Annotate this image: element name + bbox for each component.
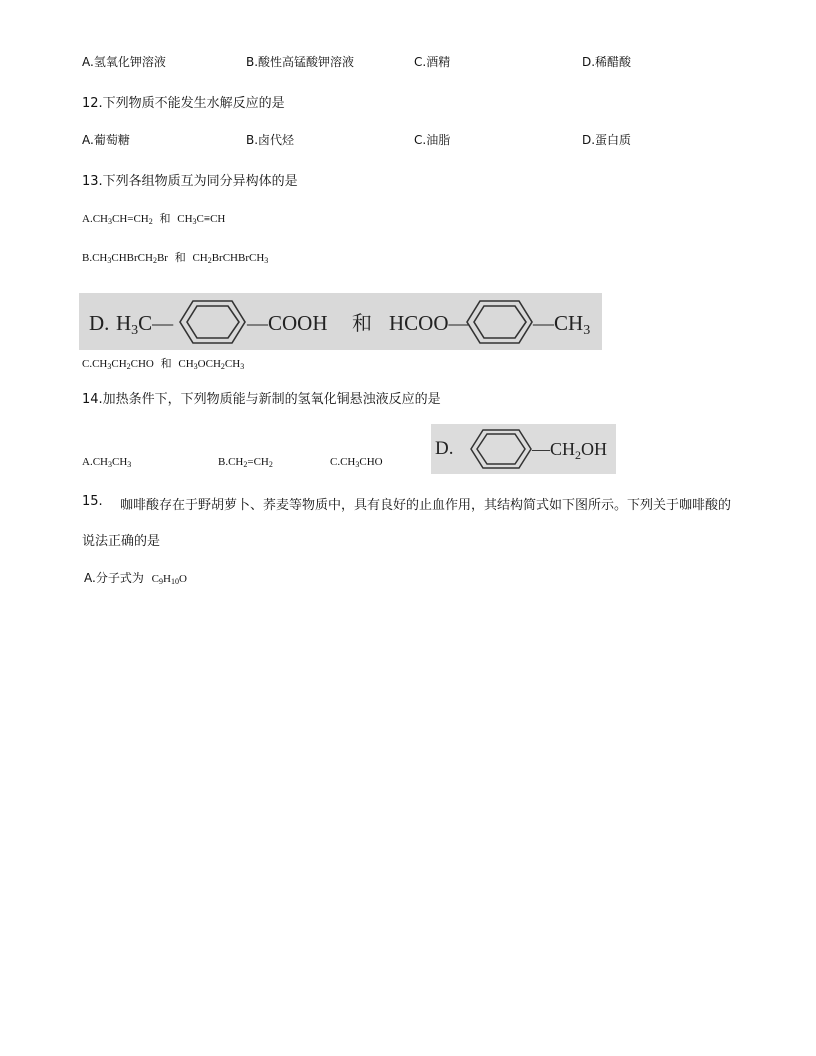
q13-d-right-suffix: —CH3 (533, 311, 591, 338)
q13-option-c (82, 355, 244, 371)
q13-stem: 13.下列各组物质互为同分异构体的是 (82, 174, 298, 189)
q15-number: 15. (82, 494, 103, 509)
q13-d-left-prefix: H3C— (116, 311, 174, 338)
benzene-ring-icon (180, 301, 245, 343)
q11-option-b: B.酸性高锰酸钾溶液 (246, 55, 355, 69)
q13-b-right: $CH_2BrCHBrCH_3$ (192, 252, 269, 265)
q13-d-label: D. (89, 311, 110, 335)
q11-option-c: C.酒精 (414, 55, 451, 69)
q13-option-b (82, 249, 268, 265)
q15-option-a-text: A.分子式为 (84, 571, 144, 585)
benzene-ring-icon (467, 301, 532, 343)
q11-option-a: A.氢氧化钾溶液 (82, 55, 166, 69)
q13-option-a (82, 210, 225, 226)
q13-d-joiner: 和 (352, 311, 372, 335)
q13-c-right: $CH_3OCH_2CH_3$ (178, 358, 245, 371)
q14-option-d-image (431, 424, 616, 474)
q13-option-d-image (79, 293, 602, 350)
q12-option-b: B.卤代烃 (246, 133, 295, 147)
q12-stem: 12.下列物质不能发生水解反应的是 (82, 96, 285, 111)
q13-c-label: C. (82, 358, 93, 370)
q12-option-a: A.葡萄糖 (82, 133, 130, 147)
q13-a-left: $CH_3CH=CH_2$ (92, 213, 153, 226)
q12-option-c: C.油脂 (414, 133, 451, 147)
q12-option-d: D.蛋白质 (582, 133, 632, 147)
q13-b-joiner: 和 (174, 251, 186, 264)
q14-option-a: $A.CH_3CH_3$ (82, 456, 132, 469)
benzene-ring-icon (471, 430, 531, 468)
q14-d-label: D. (435, 438, 454, 459)
q13-d-right-prefix: HCOO— (389, 311, 470, 335)
q15-option-a-formula: $C_9H_{10}O$ (151, 573, 187, 586)
q13-d-left-suffix: —COOH (247, 311, 328, 335)
q14-option-c: $C.CH_3CHO$ (330, 456, 383, 469)
q15-option-a (84, 569, 187, 586)
q13-c-joiner: 和 (160, 357, 172, 370)
q13-a-joiner: 和 (159, 212, 171, 225)
q14-d-suffix: $—CH_2OH$ (532, 439, 608, 462)
q13-b-left: $CH_3CHBrCH_2Br$ (92, 252, 168, 265)
q13-a-label: A. (82, 213, 93, 225)
q15-stem-line1: 咖啡酸存在于野胡萝卜、荞麦等物质中，具有良好的止血作用，其结构简式如下图所示。下列关于咖啡酸的 (120, 498, 732, 513)
q14-option-b: $B.CH_2=CH_2$ (218, 456, 273, 469)
q11-option-d: D.稀醋酸 (582, 55, 632, 69)
q14-stem: 14.加热条件下，下列物质能与新制的氢氧化铜悬浊液反应的是 (82, 392, 441, 407)
q13-b-label: B. (82, 252, 93, 264)
q15-stem-line2: 说法正确的是 (82, 534, 161, 549)
q13-c-left: $CH_3CH_2CHO$ (92, 358, 154, 371)
q13-a-right: $CH_3C\equiv CH$ (177, 213, 226, 226)
